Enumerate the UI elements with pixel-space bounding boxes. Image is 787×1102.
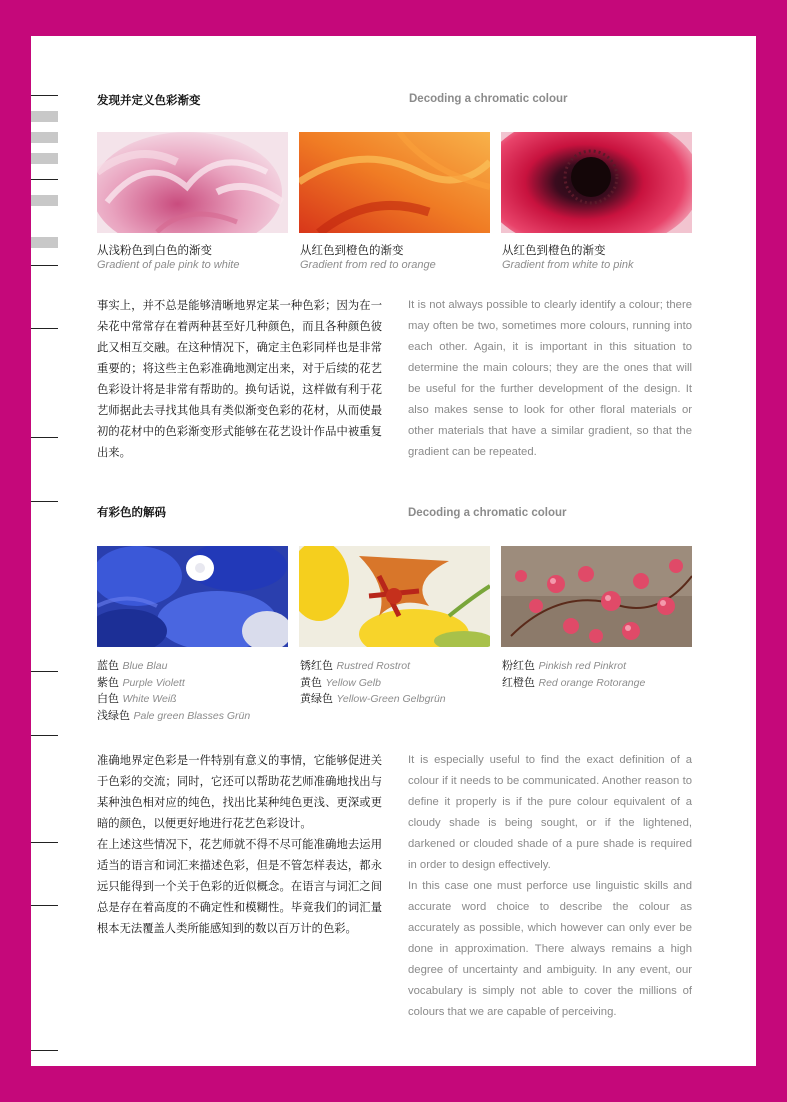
list-item: 白色 White Weiß [97,692,177,705]
blue-delphinium-photo [97,546,288,647]
page [31,36,756,1066]
white-to-pink-anemone-photo [501,132,692,233]
section1-title-en: Decoding a chromatic colour [409,93,568,105]
list-item: 锈红色 Rustred Rostrot [300,659,411,672]
section2-body-en [408,750,692,1023]
list-item: 黄色 Yellow Gelb [300,675,381,689]
red-orange-petals-photo [299,132,490,233]
section1-title-cn: 发现并定义色彩渐变 [97,93,201,107]
section2-body-cn [97,750,382,939]
caption-2 [300,243,436,273]
section2-body-en-para-1: It is especially useful to find the exact definition of a colour if it needs to be communicated. Another reason to define it properly is if the pure colour equivalent of a cloudy shade is being sought, or if the lightened, darkened or clouded shade of a pure shade is required in order to design effectively. [408,754,692,871]
list-item: 粉红色 Pinkish red Pinkrot [502,659,627,672]
section2-body-cn-para-1: 准确地界定色彩是一件特别有意义的事情，它能够促进关于色彩的交流；同时，它还可以帮助花艺师准确地找出与某种浊色相对应的纯色，找出比某种纯色更浅、更深或更暗的颜色，以便更好地进行花艺色彩设计。 [97,754,382,830]
caption-1-cn: 从浅粉色到白色的渐变 [97,243,212,257]
yellow-orchid-photo [299,546,490,647]
caption-2-en: Gradient from red to orange [300,259,436,271]
caption-3-cn: 从红色到橙色的渐变 [502,243,606,257]
list-item: 红橙色 Red orange Rotorange [502,675,646,689]
section2-body-cn-para-2: 在上述这些情况下，花艺师就不得不尽可能准确地去运用适当的语言和词汇来描述色彩，但是不管怎样表达，都永远只能得到一个关于色彩的近似概念。在语言与词汇之间总是存在着高度的不确定性和模糊性。毕竟我们的词汇量根本无法覆盖人类所能感知到的数以百万计的色彩。 [97,838,382,935]
list-item: 黄绿色 Yellow-Green Gelbgrün [300,692,446,705]
section1-body-en: It is not always possible to clearly identify a colour; there may often be two, sometimes more colours, running into each other. Again, it is important in this situation to determine the main colours; they are the ones that will be useful for the further development of the design. It also makes sense to look for other floral materials or other materials that have a similar gradient, so that the gradient can be repeated. [408,299,692,458]
colour-list-3 [502,658,645,691]
caption-3-en: Gradient from white to pink [502,259,634,271]
caption-2-cn: 从红色到橙色的渐变 [300,243,404,257]
section1-body-cn: 事实上，并不总是能够清晰地界定某一种色彩；因为在一朵花中常常存在着两种甚至好几种颜色，而且各种颜色彼此又相互交融。在这种情况下，确定主色彩同样也是非常重要的；将这些主色彩准确地测定出来，对于后续的花艺色彩设计将是非常有帮助的。换句话说，这样做有利于花艺师据此去寻找其他具有类似渐变色彩的花材，从而使最初的花材中的色彩渐变形式能够在花艺设计作品中被重复出来。 [97,299,382,459]
caption-1 [97,243,239,273]
section2-title-cn: 有彩色的解码 [97,505,166,519]
colour-list-1 [97,658,250,724]
list-item: 紫色 Purple Violett [97,675,185,689]
colour-list-2 [300,658,446,708]
caption-1-en: Gradient of pale pink to white [97,259,240,271]
pale-pink-peony-photo [97,132,288,233]
section2-body-en-para-2: In this case one must perforce use linguistic skills and accurate word choice to describe the colour as accurately as possible, which however can only ever be done in approximation. There always remains a high degree of uncertainty and ambiguity. In any event, our vocabulary is simply not able to cover the millions of colours that we are capable of perceiving. [408,880,692,1018]
list-item: 浅绿色 Pale green Blasses Grün [97,708,251,722]
list-item: 蓝色 Blue Blau [97,659,168,672]
section2-title-en: Decoding a chromatic colour [408,507,567,519]
pink-red-berries-photo [501,546,692,647]
caption-3 [502,243,633,273]
